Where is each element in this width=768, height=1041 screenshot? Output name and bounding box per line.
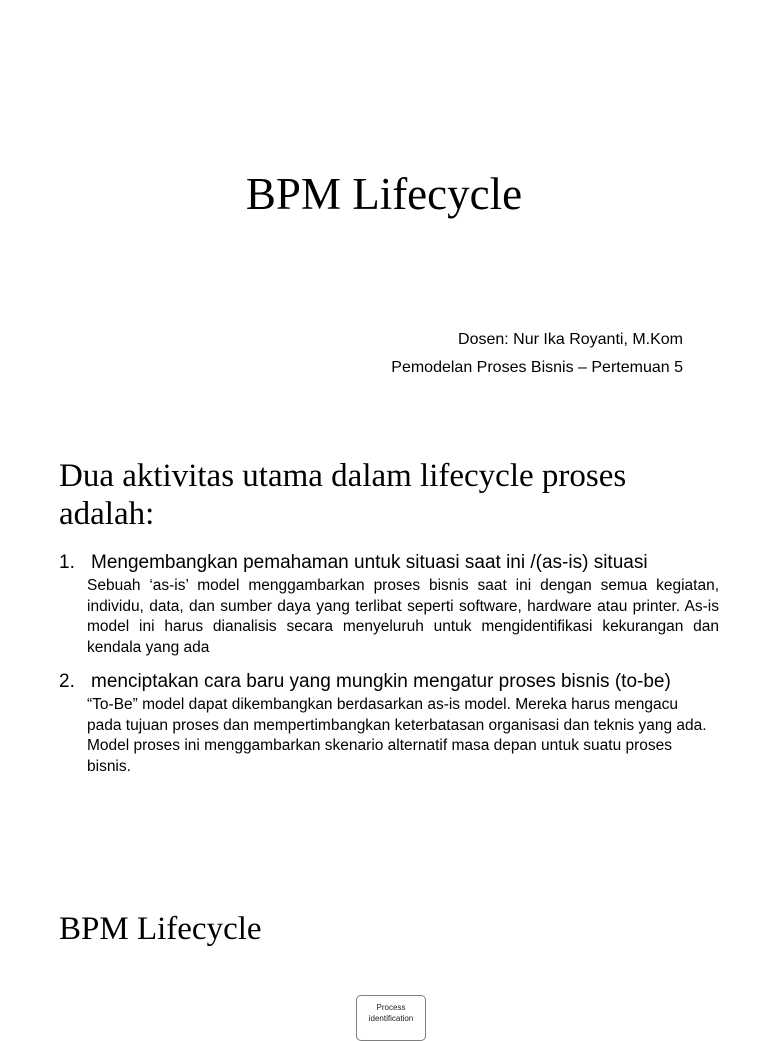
list-item <box>59 551 719 658</box>
content-slide <box>0 430 768 850</box>
list-item-number: 1. <box>59 552 75 573</box>
slide-title: BPM Lifecycle <box>245 169 523 219</box>
lecturer-line: Dosen: Nur Ika Royanti, M.Kom <box>458 331 683 348</box>
list-item-description: Sebuah ‘as-is’ model menggambarkan proses bisnis saat ini dengan semua kegiatan, individu, data, dan sumber daya yang terlibat seperti software, hardware atau printer. As-is model ini harus dianalisis secara menyeluruh untuk mengidentifikasi kekurangan dan kendala yang ada <box>87 577 719 656</box>
list-item-title: menciptakan cara baru yang mungkin mengatur proses bisnis (to-be) <box>91 671 671 692</box>
list-item-number: 2. <box>59 671 75 692</box>
list-item-heading <box>59 670 719 694</box>
list-item-heading <box>59 551 719 575</box>
list-item-title: Mengembangkan pemahaman untuk situasi saat ini /(as-is) situasi <box>91 552 648 573</box>
slide-title: BPM Lifecycle <box>59 911 262 947</box>
process-identification-node <box>356 995 426 1041</box>
lifecycle-slide <box>0 880 768 1024</box>
content-heading: Dua aktivitas utama dalam lifecycle proses adalah: <box>59 458 627 532</box>
title-slide <box>0 0 768 430</box>
node-label-line: identification <box>368 1014 414 1023</box>
node-label-line: Process <box>376 1003 406 1012</box>
course-line: Pemodelan Proses Bisnis – Pertemuan 5 <box>391 359 683 376</box>
list-item-description: “To-Be” model dapat dikembangkan berdasarkan as-is model. Mereka harus mengacu pada tujuan proses dan mempertimbangkan keterbatasan organisasi dan teknis yang ada. Model proses ini menggambarkan skenario alternatif masa depan untuk suatu proses bisnis. <box>87 696 707 775</box>
list-item <box>59 670 719 777</box>
